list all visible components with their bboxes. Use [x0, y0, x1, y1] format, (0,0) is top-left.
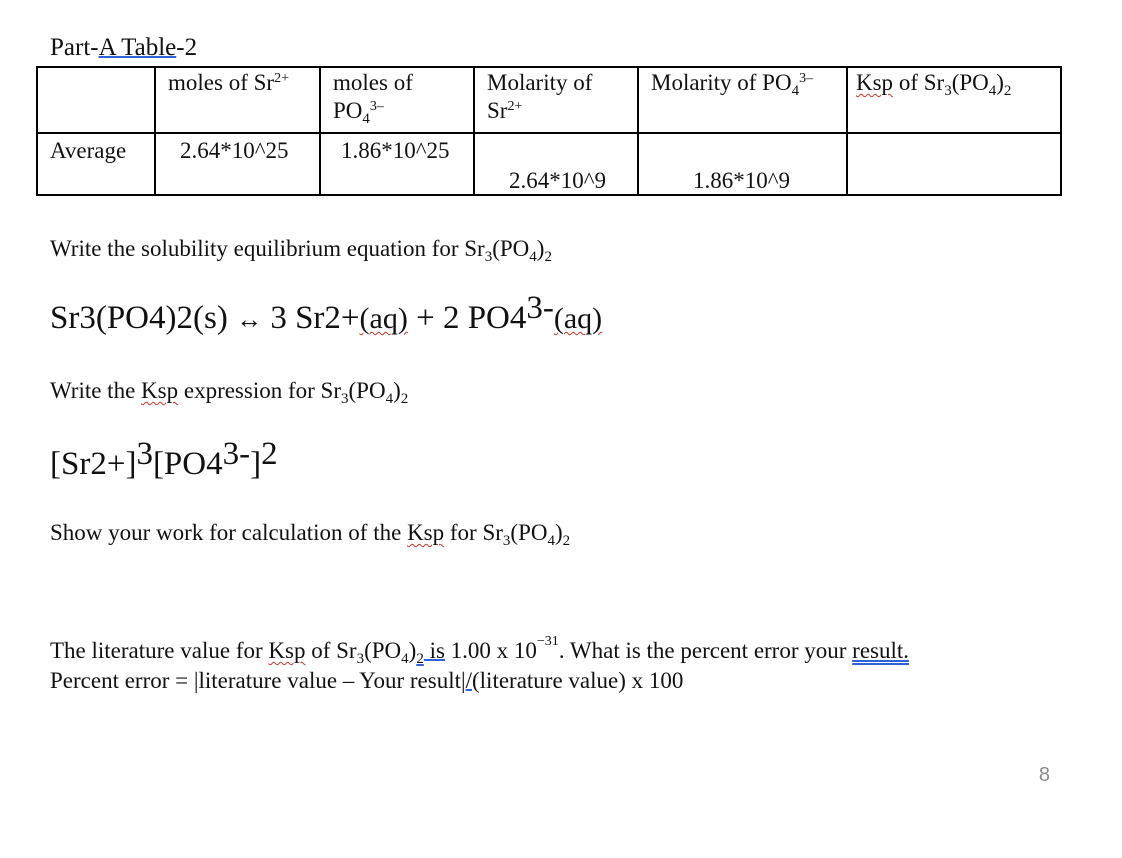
- page-number: 8: [1038, 764, 1050, 786]
- header-empty-cell: [37, 67, 155, 133]
- row-label: Average: [37, 133, 155, 195]
- data-table: [36, 66, 1062, 196]
- header-molarity-sr: Molarity of $Sr^{2+}$: [474, 67, 638, 133]
- percent-error-formula: Percent error = |literature value – Your result|/(literature value) x 100: [50, 668, 684, 693]
- cell-moles-po4: 1.86*10^25: [320, 133, 474, 195]
- table-header-row: [37, 67, 1061, 133]
- cell-moles-sr: 2.64*10^25: [155, 133, 320, 195]
- question-equilibrium-equation: Write the solubility equilibrium equation for $Sr_3(PO_4)_2$: [50, 236, 552, 265]
- ksp-expression: [Sr2+]3[PO43-]2: [50, 436, 278, 482]
- header-moles-po4: moles of $PO_4^{3-}$: [320, 67, 474, 133]
- page-title: Part-A Table-2: [50, 34, 198, 61]
- equilibrium-equation: Sr3(PO4)2(s) ↔ 3 Sr2+(aq) + 2 PO43-(aq): [50, 290, 603, 336]
- cell-molarity-po4: 1.86*10^9: [638, 133, 847, 195]
- header-moles-sr: moles of $Sr^{2+}$: [155, 67, 320, 133]
- table-row: [37, 133, 1061, 195]
- question-percent-error: The literature value for Ksp of $Sr_3(PO_4)_2$ is 1.00 x $10^{-31}$. What is the percent error your result.: [50, 634, 910, 667]
- cell-ksp: [847, 133, 1061, 195]
- header-molarity-po4: Molarity of $PO_4^{3-}$: [638, 67, 847, 133]
- question-ksp-calculation: Show your work for calculation of the Ksp for $Sr_3(PO_4)_2$: [50, 520, 571, 549]
- question-ksp-expression: Write the Ksp expression for $Sr_3(PO_4)_2$: [50, 378, 409, 407]
- cell-molarity-sr: 2.64*10^9: [474, 133, 638, 195]
- header-ksp: Ksp of $Sr_3(PO_4)_2$: [847, 67, 1061, 133]
